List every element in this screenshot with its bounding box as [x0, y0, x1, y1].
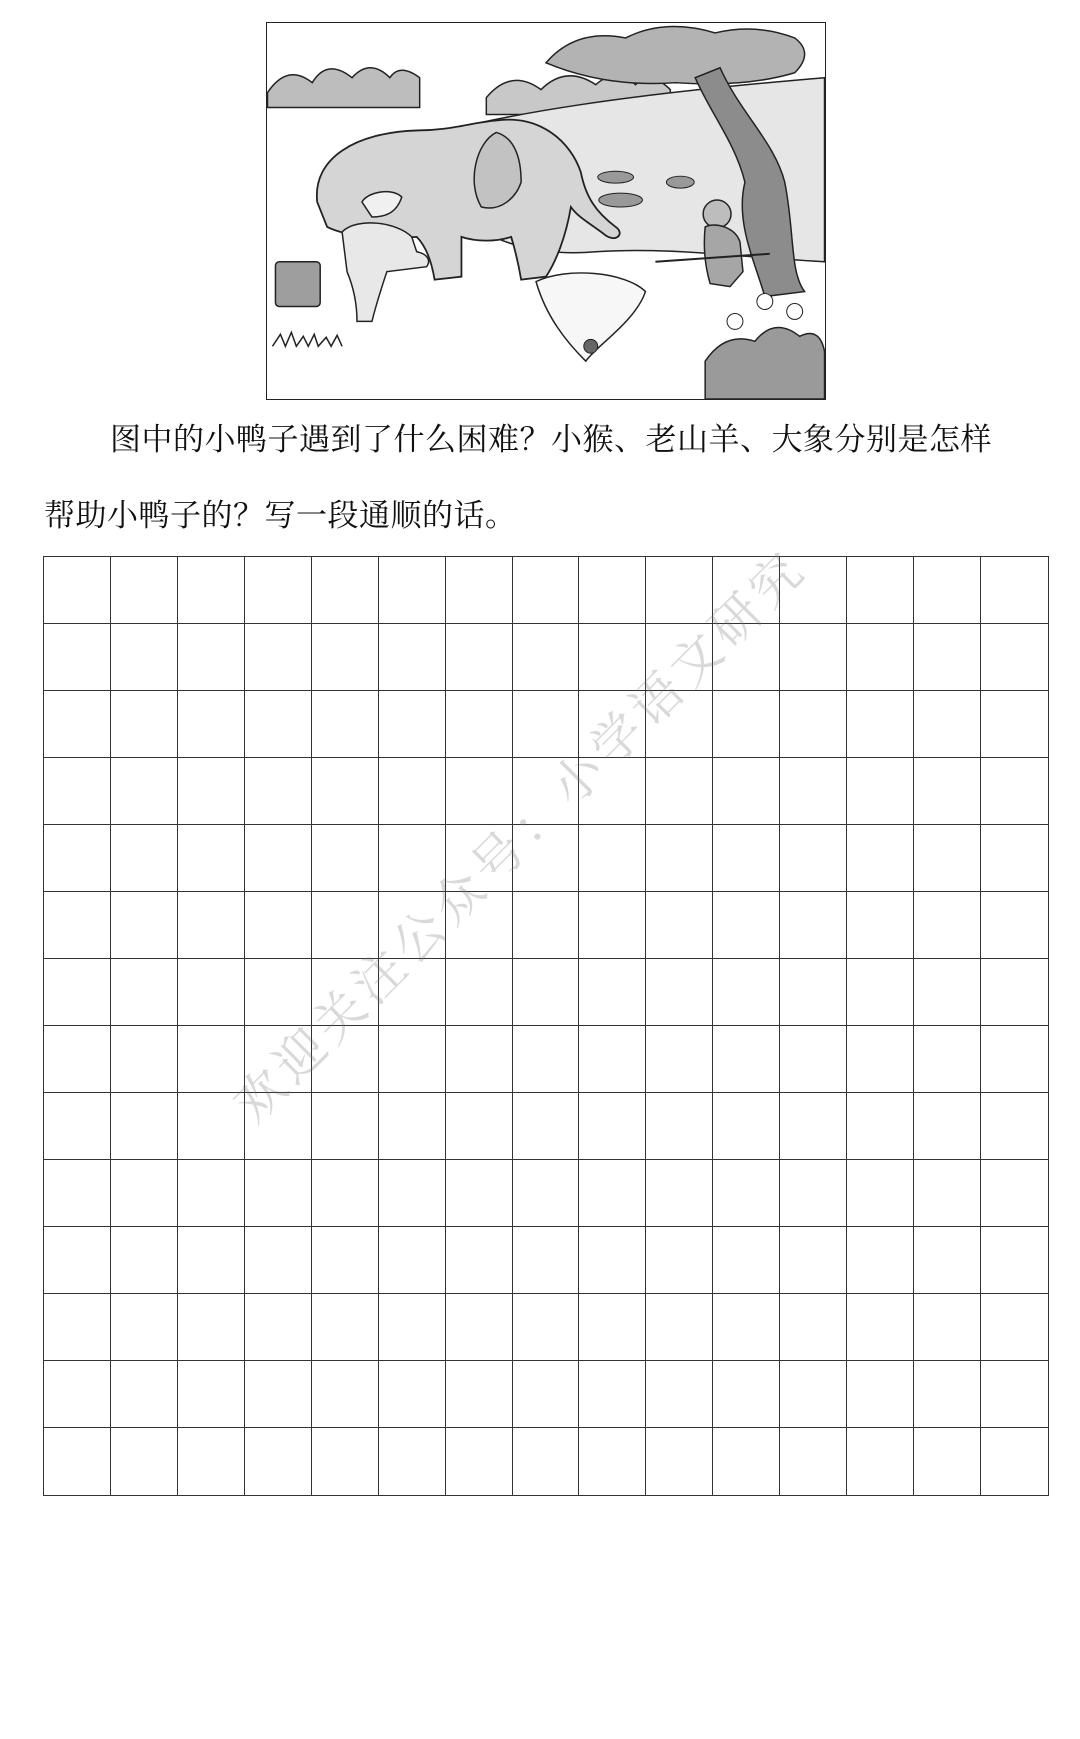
grid-cell[interactable] [446, 825, 513, 892]
grid-cell[interactable] [446, 1227, 513, 1294]
grid-cell[interactable] [379, 959, 446, 1026]
grid-cell[interactable] [914, 758, 981, 825]
grid-cell[interactable] [981, 959, 1048, 1026]
grid-cell[interactable] [646, 1227, 713, 1294]
grid-cell[interactable] [646, 758, 713, 825]
bushes [267, 68, 419, 108]
grid-cell[interactable] [111, 1294, 178, 1361]
grid-cell[interactable] [981, 1160, 1048, 1227]
grid-cell[interactable] [646, 1093, 713, 1160]
grid-cell[interactable] [513, 758, 580, 825]
grid-cell[interactable] [579, 1093, 646, 1160]
grid-cell[interactable] [713, 1361, 780, 1428]
grid-cell[interactable] [713, 1160, 780, 1227]
grid-cell[interactable] [178, 557, 245, 624]
grid-cell[interactable] [111, 1026, 178, 1093]
grid-cell[interactable] [446, 1428, 513, 1495]
grid-cell[interactable] [379, 691, 446, 758]
exercise-prompt-line-2: 帮助小鸭子的？写一段通顺的话。 [44, 498, 517, 534]
grid-cell[interactable] [981, 1227, 1048, 1294]
grid-cell[interactable] [44, 1227, 111, 1294]
grid-cell[interactable] [847, 624, 914, 691]
grid-cell[interactable] [312, 959, 379, 1026]
grid-cell[interactable] [646, 691, 713, 758]
grid-cell[interactable] [312, 758, 379, 825]
grid-cell[interactable] [312, 1428, 379, 1495]
grid-cell[interactable] [780, 1428, 847, 1495]
grid-cell[interactable] [312, 1093, 379, 1160]
grid-cell[interactable] [111, 825, 178, 892]
grid-cell[interactable] [646, 557, 713, 624]
grid-cell[interactable] [379, 892, 446, 959]
grid-cell[interactable] [379, 1361, 446, 1428]
grid-cell[interactable] [178, 825, 245, 892]
grid-cell[interactable] [646, 1294, 713, 1361]
grid-cell[interactable] [245, 557, 312, 624]
grid-cell[interactable] [513, 892, 580, 959]
grid-cell[interactable] [178, 892, 245, 959]
grid-cell[interactable] [379, 825, 446, 892]
grid-cell[interactable] [847, 892, 914, 959]
grid-cell[interactable] [780, 1160, 847, 1227]
flower [727, 313, 743, 329]
grid-cell[interactable] [178, 758, 245, 825]
grid-cell[interactable] [446, 959, 513, 1026]
grid-cell[interactable] [312, 1227, 379, 1294]
grid-cell[interactable] [379, 1428, 446, 1495]
grid-cell[interactable] [513, 557, 580, 624]
grid-cell[interactable] [513, 1294, 580, 1361]
grid-cell[interactable] [981, 691, 1048, 758]
grid-cell[interactable] [379, 758, 446, 825]
grid-cell[interactable] [981, 1294, 1048, 1361]
grid-cell[interactable] [713, 1026, 780, 1093]
grid-cell[interactable] [446, 758, 513, 825]
stepping-stone [666, 176, 694, 188]
grid-cell[interactable] [178, 1160, 245, 1227]
grid-cell[interactable] [446, 1361, 513, 1428]
grid-cell[interactable] [245, 892, 312, 959]
grid-cell[interactable] [713, 1093, 780, 1160]
grid-cell[interactable] [914, 1361, 981, 1428]
grid-cell[interactable] [513, 1428, 580, 1495]
grid-cell[interactable] [914, 1227, 981, 1294]
grid-cell[interactable] [981, 624, 1048, 691]
grid-cell[interactable] [579, 1428, 646, 1495]
grid-cell[interactable] [312, 691, 379, 758]
grid-cell[interactable] [245, 959, 312, 1026]
grid-cell[interactable] [178, 1361, 245, 1428]
grid-cell[interactable] [847, 691, 914, 758]
grid-cell[interactable] [44, 1160, 111, 1227]
grid-cell[interactable] [780, 758, 847, 825]
grid-cell[interactable] [379, 1294, 446, 1361]
grid-cell[interactable] [178, 1428, 245, 1495]
grid-cell[interactable] [914, 557, 981, 624]
grid-cell[interactable] [44, 691, 111, 758]
monkey-head [703, 200, 731, 228]
grid-cell[interactable] [513, 825, 580, 892]
grid-cell[interactable] [178, 1227, 245, 1294]
grid-cell[interactable] [111, 892, 178, 959]
leaves [705, 327, 824, 399]
grid-cell[interactable] [245, 758, 312, 825]
grid-cell[interactable] [379, 624, 446, 691]
grid-cell[interactable] [914, 825, 981, 892]
grid-cell[interactable] [981, 1428, 1048, 1495]
grid-cell[interactable] [111, 1093, 178, 1160]
grid-cell[interactable] [312, 1160, 379, 1227]
grid-cell[interactable] [713, 624, 780, 691]
grid-cell[interactable] [981, 825, 1048, 892]
grid-cell[interactable] [312, 1361, 379, 1428]
grid-cell[interactable] [312, 892, 379, 959]
grid-cell[interactable] [981, 1026, 1048, 1093]
grid-cell[interactable] [178, 691, 245, 758]
grid-cell[interactable] [646, 892, 713, 959]
grid-cell[interactable] [111, 1428, 178, 1495]
grid-cell[interactable] [847, 1361, 914, 1428]
grid-cell[interactable] [914, 1093, 981, 1160]
grid-cell[interactable] [579, 1160, 646, 1227]
grid-cell[interactable] [646, 825, 713, 892]
stepping-stone [598, 171, 634, 183]
grid-cell[interactable] [646, 1160, 713, 1227]
grid-cell[interactable] [780, 624, 847, 691]
grid-cell[interactable] [713, 1227, 780, 1294]
grid-cell[interactable] [44, 1428, 111, 1495]
grid-cell[interactable] [245, 624, 312, 691]
grid-cell[interactable] [44, 1294, 111, 1361]
grid-cell[interactable] [111, 959, 178, 1026]
grid-cell[interactable] [713, 691, 780, 758]
grid-cell[interactable] [513, 959, 580, 1026]
grid-cell[interactable] [44, 959, 111, 1026]
grid-cell[interactable] [44, 825, 111, 892]
grid-cell[interactable] [646, 1026, 713, 1093]
grid-cell[interactable] [513, 691, 580, 758]
grid-cell[interactable] [780, 959, 847, 1026]
grid-cell[interactable] [713, 1294, 780, 1361]
grid-cell[interactable] [178, 1294, 245, 1361]
grid-cell[interactable] [579, 557, 646, 624]
grid-cell[interactable] [44, 624, 111, 691]
grid-cell[interactable] [44, 1026, 111, 1093]
grid-cell[interactable] [780, 1294, 847, 1361]
writing-grid[interactable] [43, 556, 1049, 1496]
grid-cell[interactable] [579, 959, 646, 1026]
grid-cell[interactable] [713, 892, 780, 959]
grid-cell[interactable] [646, 959, 713, 1026]
grid-cell[interactable] [713, 758, 780, 825]
grid-cell[interactable] [44, 557, 111, 624]
grid-cell[interactable] [245, 1361, 312, 1428]
grid-cell[interactable] [111, 691, 178, 758]
grid-cell[interactable] [847, 1160, 914, 1227]
grid-cell[interactable] [379, 1160, 446, 1227]
grid-cell[interactable] [111, 624, 178, 691]
grid-cell[interactable] [847, 825, 914, 892]
grid-cell[interactable] [981, 758, 1048, 825]
grid-cell[interactable] [646, 624, 713, 691]
grid-cell[interactable] [513, 1026, 580, 1093]
grid-cell[interactable] [981, 1361, 1048, 1428]
grid-cell[interactable] [379, 1093, 446, 1160]
grid-cell[interactable] [44, 758, 111, 825]
grid-cell[interactable] [178, 1093, 245, 1160]
illustration-elephant-goat-monkey-duckling [266, 22, 826, 400]
grid-cell[interactable] [847, 1026, 914, 1093]
grid-cell[interactable] [312, 1026, 379, 1093]
grid-cell[interactable] [780, 691, 847, 758]
grid-cell[interactable] [312, 1294, 379, 1361]
grid-cell[interactable] [245, 1294, 312, 1361]
grid-cell[interactable] [446, 557, 513, 624]
grid-cell[interactable] [847, 758, 914, 825]
grid-cell[interactable] [847, 1093, 914, 1160]
grid-cell[interactable] [579, 825, 646, 892]
flower [757, 294, 773, 310]
grid-cell[interactable] [446, 1026, 513, 1093]
grid-cell[interactable] [513, 624, 580, 691]
grid-cell[interactable] [446, 1160, 513, 1227]
grid-cell[interactable] [914, 1026, 981, 1093]
grid-cell[interactable] [379, 557, 446, 624]
grid-cell[interactable] [847, 557, 914, 624]
grid-cell[interactable] [914, 691, 981, 758]
grid-cell[interactable] [579, 1026, 646, 1093]
grid-cell[interactable] [178, 624, 245, 691]
grid-cell[interactable] [44, 1361, 111, 1428]
grid-cell[interactable] [780, 1227, 847, 1294]
grid-cell[interactable] [245, 1428, 312, 1495]
grid-cell[interactable] [579, 892, 646, 959]
grid-cell[interactable] [579, 1227, 646, 1294]
flower [787, 304, 803, 320]
grid-cell[interactable] [513, 1160, 580, 1227]
grid-cell[interactable] [780, 892, 847, 959]
grid-cell[interactable] [111, 1160, 178, 1227]
grid-cell[interactable] [713, 825, 780, 892]
grid-cell[interactable] [111, 1227, 178, 1294]
grid-cell[interactable] [780, 1361, 847, 1428]
grid-cell[interactable] [379, 1227, 446, 1294]
grid-cell[interactable] [178, 1026, 245, 1093]
stepping-stone [599, 193, 643, 207]
grid-cell[interactable] [513, 1361, 580, 1428]
grid-cell[interactable] [579, 691, 646, 758]
duckling [584, 339, 598, 353]
grid-cell[interactable] [579, 624, 646, 691]
grid-cell[interactable] [513, 1093, 580, 1160]
grid-cell[interactable] [245, 1227, 312, 1294]
grid-cell[interactable] [44, 892, 111, 959]
grid-cell[interactable] [312, 557, 379, 624]
grid-cell[interactable] [914, 959, 981, 1026]
grid-cell[interactable] [847, 1227, 914, 1294]
grid-cell[interactable] [111, 758, 178, 825]
grid-cell[interactable] [914, 624, 981, 691]
grass [272, 332, 342, 346]
grid-cell[interactable] [446, 1093, 513, 1160]
grid-cell[interactable] [847, 959, 914, 1026]
grid-cell[interactable] [579, 758, 646, 825]
grid-cell[interactable] [713, 1428, 780, 1495]
grid-cell[interactable] [312, 825, 379, 892]
grid-cell[interactable] [981, 892, 1048, 959]
grid-cell[interactable] [780, 557, 847, 624]
grid-cell[interactable] [981, 1093, 1048, 1160]
grid-cell[interactable] [579, 1361, 646, 1428]
grid-cell[interactable] [245, 1093, 312, 1160]
grid-cell[interactable] [914, 1160, 981, 1227]
grid-cell[interactable] [111, 1361, 178, 1428]
grid-cell[interactable] [312, 624, 379, 691]
grid-cell[interactable] [914, 892, 981, 959]
grid-cell[interactable] [178, 959, 245, 1026]
watermark: 欢迎关注公众号：小学语文研究 [222, 538, 819, 1134]
grid-cell[interactable] [914, 1428, 981, 1495]
grid-cell[interactable] [111, 557, 178, 624]
grid-cell[interactable] [446, 892, 513, 959]
tree-canopy [546, 27, 805, 84]
grid-cell[interactable] [446, 624, 513, 691]
grid-cell[interactable] [780, 825, 847, 892]
grid-cell[interactable] [513, 1227, 580, 1294]
grid-cell[interactable] [780, 1093, 847, 1160]
grid-cell[interactable] [245, 691, 312, 758]
grid-cell[interactable] [379, 1026, 446, 1093]
bucket [275, 262, 320, 307]
grid-cell[interactable] [981, 557, 1048, 624]
grid-cell[interactable] [446, 691, 513, 758]
grid-cell[interactable] [245, 1026, 312, 1093]
grid-cell[interactable] [914, 1294, 981, 1361]
grid-cell[interactable] [245, 825, 312, 892]
grid-cell[interactable] [245, 1160, 312, 1227]
grid-cell[interactable] [446, 1294, 513, 1361]
grid-cell[interactable] [713, 557, 780, 624]
grid-cell[interactable] [847, 1294, 914, 1361]
grid-cell[interactable] [646, 1361, 713, 1428]
exercise-prompt-line-1: 图中的小鸭子遇到了什么困难？小猴、老山羊、大象分别是怎样 [110, 422, 992, 458]
grid-cell[interactable] [44, 1093, 111, 1160]
grid-cell[interactable] [646, 1428, 713, 1495]
grid-cell[interactable] [713, 959, 780, 1026]
grid-cell[interactable] [847, 1428, 914, 1495]
grid-cell[interactable] [579, 1294, 646, 1361]
grid-cell[interactable] [780, 1026, 847, 1093]
